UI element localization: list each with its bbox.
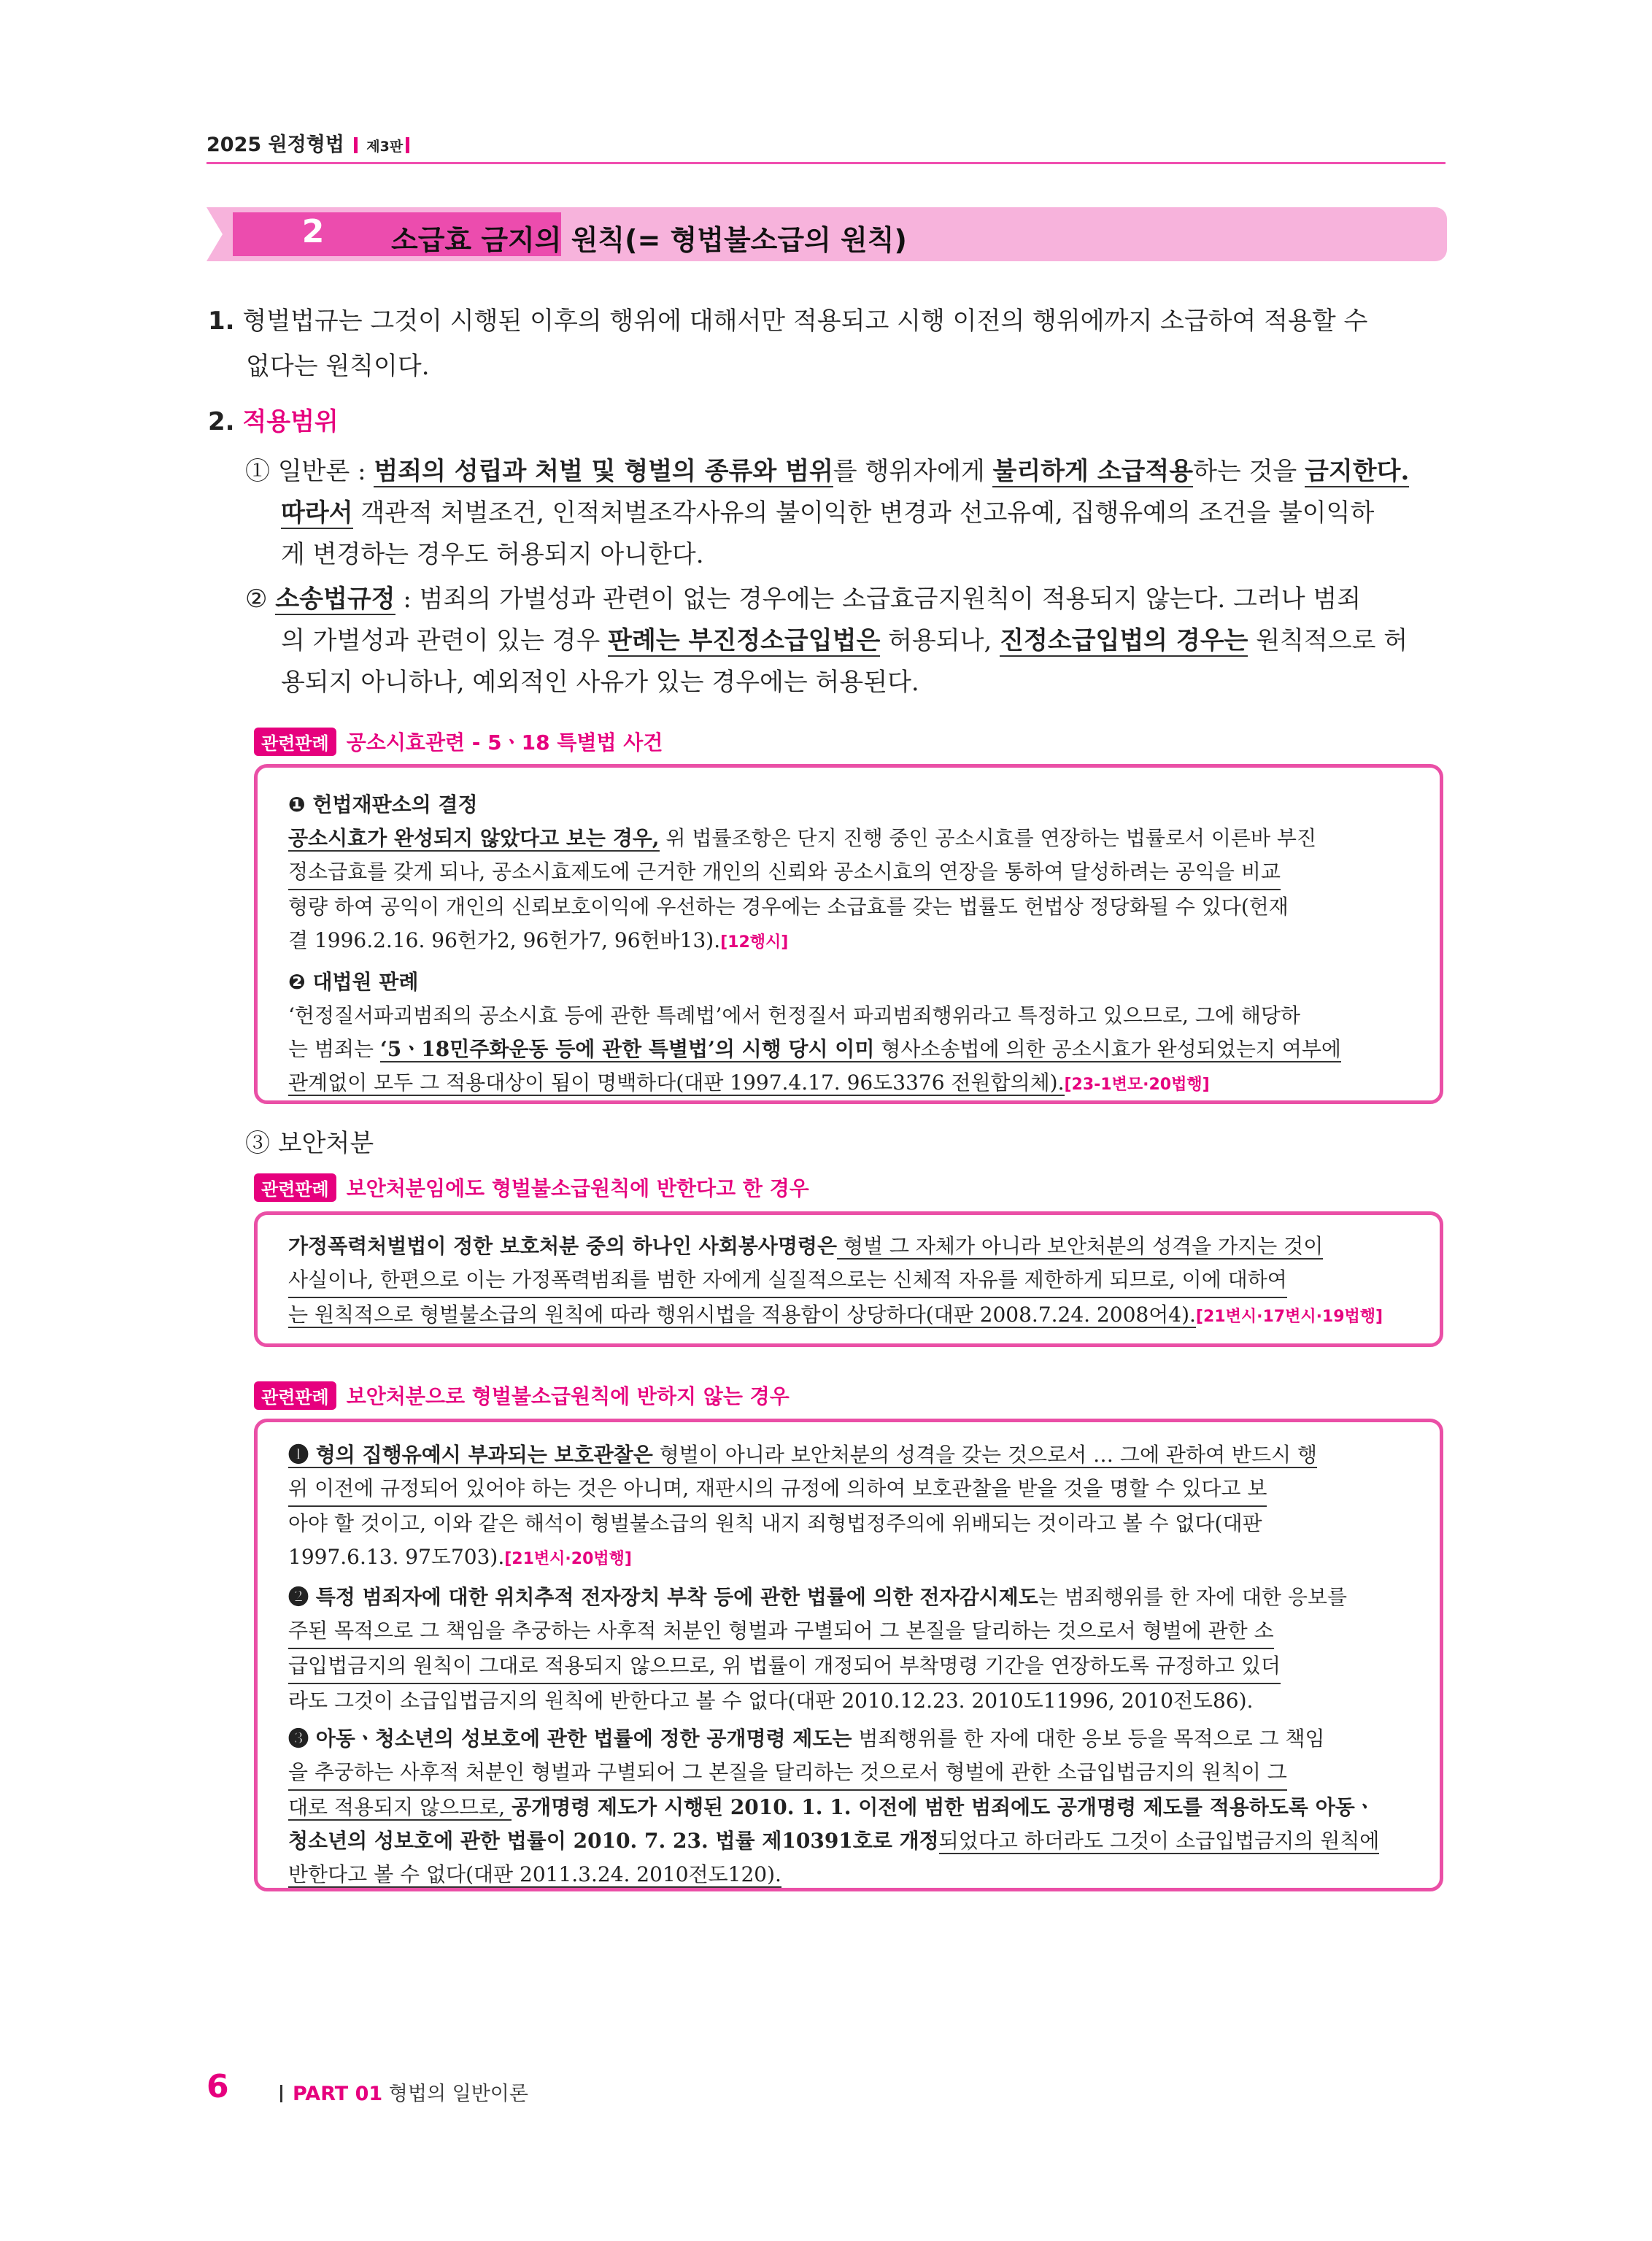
exam-reference: [21변시·17변시·19법행] (1195, 1308, 1383, 1326)
section-number: 2 (301, 213, 325, 250)
case-text: 결 1996.2.16. 96헌가2, 96헌가7, 96헌바13). (288, 928, 721, 952)
case-text: 라도 그것이 소급입법금지의 원칙에 반한다고 볼 수 없다(대판 2010.12.23. 2010도11996, 2010전도86). (288, 1689, 1254, 1713)
case-text: 아야 할 것이고, 이와 같은 해석이 형벌불소급의 원칙 내지 죄형법정주의에 위배되는 것이라고 볼 수 없다(대판 (288, 1511, 1262, 1535)
item-number: 2. (208, 407, 235, 436)
item-number: 1. (208, 306, 235, 336)
case-text: 는 원칙적으로 형벌불소급의 원칙에 따라 행위시법을 적용함이 상당하다(대판 2008.7.24. 2008어4). (288, 1303, 1196, 1327)
sub-item-2 (245, 576, 1361, 622)
case-text: 정소급효를 갖게 되나, 공소시효제도에 근거한 개인의 신뢰와 공소시효의 연장을 통하여 달성하려는 공익을 비교 (288, 855, 1281, 890)
case-3-content (288, 1438, 1440, 1891)
banner-arrow-notch (206, 207, 223, 261)
case-text: 형사소송법에 의한 공소시효가 완성되었는지 여부에 (874, 1037, 1341, 1061)
exam-reference: [21변시·20법행] (504, 1550, 632, 1568)
sub-text: 하는 것을 (1193, 457, 1305, 486)
header-divider (354, 137, 358, 153)
footer-part: PART 01 (293, 2083, 383, 2105)
sub-text: 보안처분 (277, 1129, 374, 1158)
header-divider (406, 137, 409, 153)
case-title: 보안처분으로 형벌불소급원칙에 반하지 않는 경우 (346, 1384, 790, 1408)
case-text: 1997.6.13. 97도703). (288, 1545, 505, 1569)
case-1-box (254, 764, 1443, 1104)
case-text: 관계없이 모두 그 적용대상이 됨이 명백하다(대판 1997.4.17. 96도3376 전원합의체). (288, 1071, 1065, 1095)
case-tag: 관련판례 (254, 1381, 336, 1410)
sub-text: 게 변경하는 경우도 허용되지 아니한다. (281, 540, 704, 569)
sub-marker: ③ (245, 1129, 270, 1158)
item-heading: 적용범위 (242, 407, 339, 436)
sub-item-1 (245, 448, 1449, 495)
exam-reference: [23-1변모·20법행] (1064, 1076, 1210, 1094)
case-title: 공소시효관련 - 5ㆍ18 특별법 사건 (346, 730, 663, 755)
case-text: 는 범죄는 (288, 1037, 380, 1061)
emphasis-text: 범죄의 성립과 처벌 및 형벌의 종류와 범위 (374, 457, 833, 486)
page-number: 6 (206, 2068, 229, 2105)
sub-text: 원칙적으로 허 (1248, 626, 1408, 655)
case-text: 되었다고 하더라도 그것이 소급입법금지의 원칙에 (938, 1829, 1380, 1853)
emphasis-text: 소송법규정 (275, 585, 395, 614)
case-3-label (254, 1381, 790, 1410)
item-text: 형벌법규는 그것이 시행된 이후의 행위에 대해서만 적용되고 시행 이전의 행위에까지 소급하여 적용할 수 (242, 306, 1368, 336)
section-title: 소급효 금지의 원칙(= 형법불소급의 원칙) (391, 224, 907, 256)
case-text: 형벌 그 자체가 아니라 보안처분의 성격을 가지는 것이 (837, 1234, 1324, 1258)
book-title: 2025 원정형법 (206, 134, 344, 156)
case-text: ‘헌정질서파괴범죄의 공소시효 등에 관한 특례법’에서 헌정질서 파괴범죄행위라고 특정하고 있으므로, 그에 해당하 (288, 1003, 1300, 1027)
edition-label: 제3판 (366, 139, 404, 155)
case-text: 을 추궁하는 사후적 처분인 형벌과 구별되어 그 본질을 달리하는 것으로서 형벌에 관한 소급입법금지의 원칙이 그 (288, 1756, 1287, 1791)
footer-chapter (280, 2078, 528, 2106)
sub-text: 허용되나, (880, 626, 1000, 655)
emphasis-text: 진정소급입법의 경우는 (1000, 626, 1248, 655)
item-1 (208, 298, 1367, 344)
case-text: 형량 하여 공익이 개인의 신뢰보호이익에 우선하는 경우에는 소급효를 갖는 법률도 헌법상 정당화될 수 있다(헌재 (288, 895, 1289, 919)
sub-marker: ① (245, 457, 270, 486)
case-2-content (288, 1230, 1383, 1334)
header-rule (206, 162, 1446, 164)
case-subheading: ❶ 헌법재판소의 결정 (288, 792, 478, 817)
case-3-box (254, 1419, 1443, 1891)
case-text: 급입법금지의 원칙이 그대로 적용되지 않으므로, 위 법률이 개정되어 부착명령 기간을 연장하도록 규정하고 있더 (288, 1649, 1281, 1684)
sub-text: 를 행위자에게 (833, 457, 993, 486)
emphasis-text: 청소년의 성보호에 관한 법률이 2010. 7. 23. 법률 제10391호로 개정 (288, 1829, 939, 1853)
emphasis-text: 따라서 (281, 498, 353, 528)
case-1-label (254, 727, 663, 756)
sub-item-2-line-3 (281, 659, 919, 706)
case-text: 범죄행위를 한 자에 대한 응보 등을 목적으로 그 책임 (852, 1727, 1325, 1751)
sub-item-2-line-2 (281, 617, 1408, 664)
emphasis-text: 공소시효가 완성되지 않았다고 보는 경우, (288, 826, 660, 850)
item-text: 없다는 원칙이다. (246, 352, 430, 381)
emphasis-text: 공개명령 제도가 시행된 2010. 1. 1. 이전에 범한 범죄에도 공개명령 제도를 적용하도록 아동ㆍ (512, 1795, 1375, 1819)
case-text: 사실이나, 한편으로 이는 가정폭력범죄를 범한 자에게 실질적으로는 신체적 자유를 제한하게 되므로, 이에 대하여 (288, 1263, 1287, 1298)
sub-item-1-line-3 (281, 531, 704, 578)
case-tag: 관련판례 (254, 728, 336, 756)
emphasis-text: 불리하게 소급적용 (992, 457, 1194, 486)
emphasis-text: ‘5ㆍ18민주화운동 등에 관한 특별법’의 시행 당시 이미 (380, 1037, 875, 1061)
item-2 (208, 398, 339, 445)
case-title: 보안처분임에도 형벌불소급원칙에 반한다고 한 경우 (346, 1176, 809, 1200)
emphasis-text: ❸ 아동ㆍ청소년의 성보호에 관한 법률에 정한 공개명령 제도는 (288, 1727, 852, 1751)
footer-chapter-title: 형법의 일반이론 (388, 2083, 528, 2105)
sub-text: 객관적 처벌조건, 인적처벌조각사유의 불이익한 변경과 선고유예, 집행유예의 조건을 불이익하 (352, 498, 1375, 528)
case-subheading: ❷ 대법원 판례 (288, 970, 419, 994)
case-2-box (254, 1211, 1443, 1347)
book-header (206, 128, 412, 157)
case-text: 형벌이 아니라 보안처분의 성격을 갖는 것으로서 … 그에 관하여 반드시 행 (652, 1443, 1318, 1467)
emphasis-text: 판례는 부진정소급입법은 (608, 626, 881, 655)
case-text: 주된 목적으로 그 책임을 추궁하는 사후적 처분인 형벌과 구별되어 그 본질을 달리하는 것으로서 형벌에 관한 소 (288, 1614, 1274, 1649)
sub-text: 용되지 아니하나, 예외적인 사유가 있는 경우에는 허용된다. (281, 668, 919, 697)
item-1-continued (246, 343, 430, 390)
footer-divider (280, 2085, 282, 2102)
sub-text: : 범죄의 가벌성과 관련이 없는 경우에는 소급효금지원칙이 적용되지 않는다. 그러나 범죄 (395, 585, 1362, 614)
emphasis-text: ❶ 형의 집행유예시 부과되는 보호관찰은 (288, 1443, 653, 1467)
section-banner (206, 207, 1447, 261)
case-1-content (288, 788, 1341, 1102)
sub-item-1-line-2 (281, 490, 1374, 536)
case-text: 반한다고 볼 수 없다(대판 2011.3.24. 2010전도120). (288, 1862, 781, 1886)
exam-reference: [12행시] (720, 933, 789, 952)
emphasis-text: 가정폭력처벌법이 정한 보호처분 중의 하나인 사회봉사명령은 (288, 1234, 837, 1258)
sub-text: 의 가벌성과 관련이 있는 경우 (281, 626, 609, 655)
case-text: 위 이전에 규정되어 있어야 하는 것은 아니며, 재판시의 규정에 의하여 보호관찰을 받을 것을 명할 수 있다고 보 (288, 1472, 1267, 1507)
sub-marker: ② (245, 585, 268, 614)
case-text: 대로 적용되지 않으므로, (288, 1795, 512, 1819)
sub-text: 일반론 : (277, 457, 374, 486)
sub-item-3 (245, 1120, 374, 1167)
case-2-label (254, 1173, 809, 1202)
emphasis-text: 금지한다. (1305, 457, 1410, 486)
case-text: 는 범죄행위를 한 자에 대한 응보를 (1038, 1585, 1348, 1609)
emphasis-text: ❷ 특정 범죄자에 대한 위치추적 전자장치 부착 등에 관한 법률에 의한 전자감시제도 (288, 1585, 1038, 1609)
case-tag: 관련판례 (254, 1173, 336, 1202)
case-text: 위 법률조항은 단지 진행 중인 공소시효를 연장하는 법률로서 이른바 부진 (659, 826, 1317, 850)
